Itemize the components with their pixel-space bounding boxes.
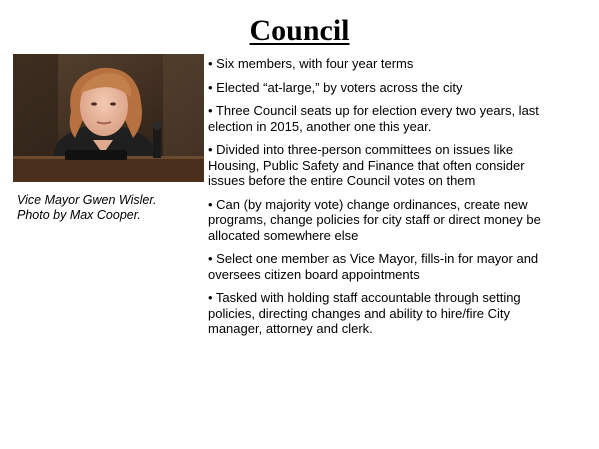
bullet-item xyxy=(208,56,592,72)
person-photo-icon xyxy=(13,54,204,182)
bullet-item xyxy=(208,251,592,282)
bullet-line: issues before the entire Council votes on them xyxy=(208,173,476,188)
bullet-list xyxy=(208,56,592,345)
bullet-item xyxy=(208,290,592,337)
bullet-line: • Six members, with four year terms xyxy=(208,56,414,71)
bullet-line: programs, change policies for city staff or direct money be xyxy=(208,212,541,227)
slide-title xyxy=(0,14,599,48)
bullet-item xyxy=(208,80,592,96)
bullet-line: • Elected “at-large,” by voters across the city xyxy=(208,79,463,95)
bullet-line: • Select one member as Vice Mayor, fills-in for mayor and xyxy=(208,251,539,266)
photo-caption xyxy=(17,193,207,223)
bullet-line: election in 2015, another one this year. xyxy=(208,118,432,134)
bullet-item xyxy=(208,103,592,134)
bullet-line: policies, directing changes and ability to hire/fire City xyxy=(208,305,511,321)
caption-line: Photo by Max Cooper. xyxy=(17,208,141,222)
bullet-line: • Tasked with holding staff accountable through setting xyxy=(208,290,521,305)
bullet-item xyxy=(208,142,592,189)
bullet-item xyxy=(208,197,592,244)
slide-title-text: Council xyxy=(249,14,350,47)
person-photo xyxy=(13,54,204,182)
bullet-line: • Divided into three-person committees on issues like xyxy=(208,142,514,157)
bullet-line: Housing, Public Safety and Finance that often consider xyxy=(208,157,525,173)
bullet-line: manager, attorney and clerk. xyxy=(208,321,373,336)
caption-line: Vice Mayor Gwen Wisler. xyxy=(17,193,157,207)
bullet-line: oversees citizen board appointments xyxy=(208,266,420,282)
bullet-line: • Three Council seats up for election every two years, last xyxy=(208,103,539,118)
bullet-line: • Can (by majority vote) change ordinances, create new xyxy=(208,196,528,212)
bullet-line: allocated somewhere else xyxy=(208,227,359,243)
